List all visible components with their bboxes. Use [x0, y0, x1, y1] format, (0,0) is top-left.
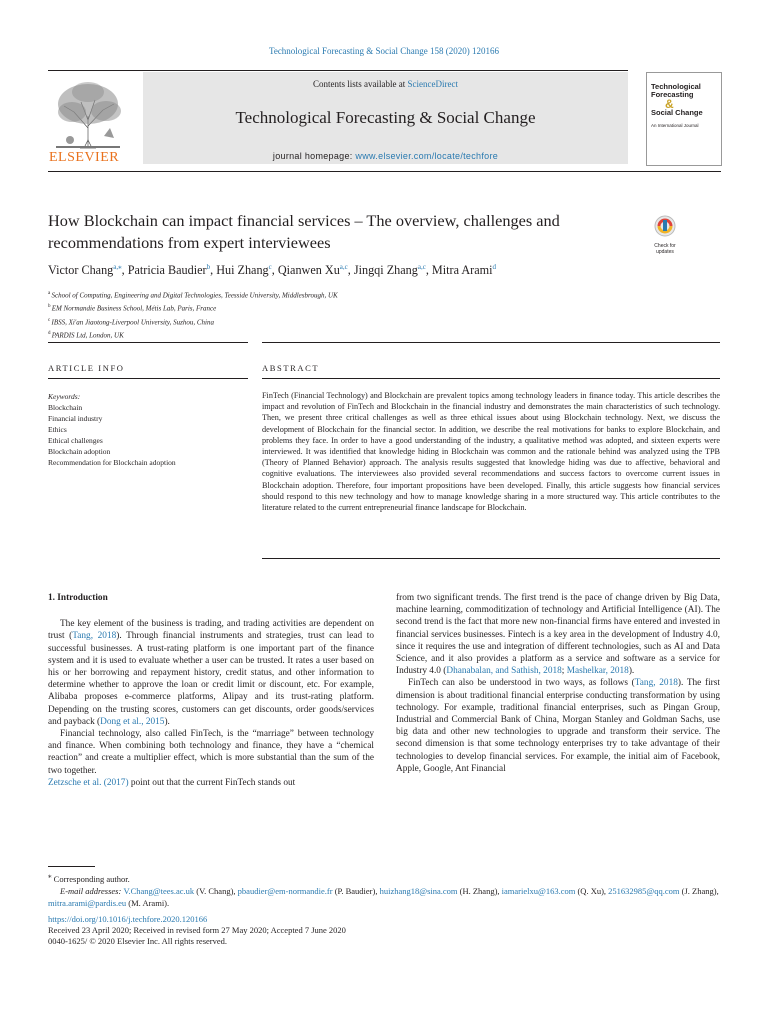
journal-cover-thumbnail[interactable]	[646, 72, 722, 166]
email-label: E-mail addresses:	[60, 885, 124, 896]
intro-paragraph-2: Financial technology, also called FinTech, is the “marriage” between technology and finance. When combining both technology and finance, they have a “chemical reaction” and create a multiplier effect, which is more substantial than the sum of the two together.	[48, 729, 374, 776]
elsevier-wordmark: ELSEVIER	[49, 150, 120, 165]
author-list: Victor Chang$^{a,⁎}$, Patricia Baudier$^b$, Hui Zhang$^c$, Qianwen Xu$^{a,c}$, Jingqi Zhang$^{a,c}$, Mitra Arami$^d$	[48, 263, 496, 278]
author-affiliation-marker[interactable]: a,c	[417, 263, 426, 271]
abstract-bottom-rule	[262, 558, 720, 559]
author-name[interactable]: Victor Chang	[48, 263, 114, 278]
author-affiliation-marker[interactable]: b	[206, 263, 211, 271]
email-link[interactable]: huizhang18@sina.com	[379, 885, 458, 896]
corresponding-author-note: ⁎ Corresponding author.	[48, 872, 130, 884]
keyword-item: Ethics	[48, 425, 67, 434]
citation-tang-2018[interactable]: Tang, 2018	[72, 631, 117, 642]
author-affiliation-marker[interactable]: d	[492, 263, 496, 271]
intro-paragraph-4: from two significant trends. The first trend is the pace of change driven by Big Data, machine learning, commoditization of technology and Artificial Intelligence (AI). The second trend is the fact that more new non-financial firms have entered and invested in financial services businesses. Fintech is a key area in the development of Industry 4.0, since it requires the use and integration of different technologies, such as AI and Data Science, and it also provides a platform as a service and software as a service for Industry 4.0 (Dhanabalan, and Sathish, 2018; Mashelkar, 2018).	[396, 593, 720, 677]
homepage-label: journal homepage:	[272, 151, 356, 161]
check-updates-label: Check for updates	[654, 243, 676, 255]
journal-homepage	[143, 151, 628, 161]
keyword-item: Recommendation for Blockchain adoption	[48, 458, 176, 467]
intro-paragraph-5: FinTech can also be understood in two ways, as follows (Tang, 2018). The first dimension is about traditional financial enterprise conducting transformation by using technology. For example, traditional financial enterprises, such as Pingan Group, Industrial and Commercial Bank of China, Morgan Stanley and Goldman Sachs, use big data and other new technologies to upgrade and transform their service. The second dimension is that some technology enterprises try to take advantage of their technologies to develop financial services. For example, the initial aim of Facebook, Apple, Google, Ant Financial	[396, 678, 720, 774]
affiliations	[48, 288, 648, 341]
email-addresses: E-mail addresses: V.Chang@tees.ac.uk (V. Chang), pbaudier@em-normandie.fr (P. Baudier), huizhang18@sina.com (H. Zhang), iamarielxu@163.com (Q. Xu), 251632985@qq.com (J. Zhang), mitra.arami@pardis.eu (M. Arami).	[48, 885, 719, 908]
abstract-rule	[262, 342, 720, 343]
homepage-link[interactable]: www.elsevier.com/locate/techfore	[355, 151, 499, 161]
footnote-rule	[48, 866, 95, 867]
doi-link[interactable]: https://doi.org/10.1016/j.techfore.2020.120166	[48, 914, 208, 924]
received-dates: Received 23 April 2020; Received in revised form 27 May 2020; Accepted 7 June 2020	[48, 925, 346, 935]
keyword-item: Ethical challenges	[48, 436, 103, 445]
article-title: How Blockchain can impact financial services – The overview, challenges and recommendations from expert interviewees	[48, 211, 560, 252]
section-heading-introduction: 1. Introduction	[48, 593, 108, 603]
check-for-updates-badge[interactable]	[646, 214, 684, 255]
article-info-rule	[48, 342, 248, 343]
intro-paragraph-3: Zetzsche et al. (2017) point out that the current FinTech stands out	[48, 777, 296, 788]
citation-zetzsche-2017[interactable]: Zetzsche et al. (2017)	[48, 777, 129, 788]
doi-block	[48, 914, 720, 947]
email-link[interactable]: 251632985@qq.com	[608, 885, 680, 896]
cover-subtitle: An International Journal	[651, 123, 699, 128]
email-link[interactable]: pbaudier@em-normandie.fr	[237, 885, 333, 896]
article-info-rule-2	[48, 378, 248, 379]
author-name[interactable]: Jingqi Zhang	[353, 263, 418, 278]
author-name[interactable]: Patricia Baudier	[127, 263, 207, 278]
journal-reference[interactable]: Technological Forecasting & Social Change 158 (2020) 120166	[268, 46, 500, 56]
email-link[interactable]: iamarielxu@163.com	[501, 885, 576, 896]
keyword-item: Blockchain	[48, 403, 83, 412]
header-top-rule	[48, 70, 628, 71]
citation-mashelkar-2018[interactable]: Mashelkar, 2018	[566, 666, 629, 677]
cover-title: Technological Forecasting & Social Change	[651, 82, 703, 117]
abstract-rule-2	[262, 378, 720, 379]
intro-paragraph-1: The key element of the business is trading, and trading activities are dependent on trust (Tang, 2018). Through financial instruments and strategies, trust can lead to successful businesses. A trust-rating platform is one important part of the finance system and it is used to evaluate whether a user can be trusted. It rates a user based on his or her borrowing and repayment history, credit status, and other information to determine whether to approve the loan or credit limit or discount, etc. For example, Alibaba proposes e-commerce platforms, Alipay and its trust-rating platform. Depending on the trusting scores, customers can get discounts, order goods/services and payback (Dong et al., 2015).	[48, 619, 375, 727]
abstract-heading: ABSTRACT	[262, 363, 320, 373]
check-updates-icon	[646, 214, 684, 238]
keyword-item: Financial industry	[48, 414, 103, 423]
citation-dong-2015[interactable]: Dong et al., 2015	[100, 716, 165, 727]
footnotes	[48, 870, 720, 909]
article-info-heading: ARTICLE INFO	[48, 363, 125, 373]
abstract-text: FinTech (Financial Technology) and Blockchain are prevalent topics among technology leaders in finance today. This article describes the impact and revolution of FinTech and Blockchain in the financial industry and demonstrates the main characteristics of such technology. Then, we present three critical challenges as well as three ethical issues about using Blockchain technology. Next, we discuss the development of Blockchain for the financial sector. In addition, we describe the real motivations for banks to explore Blockchain, and problems they face. In order to have a good understanding of the industry, a qualitative method was adopted, and sixteen experts were interviewed. It was identified that knowledge hiding in Blockchain was common and the rationale behind was analyzed using the TPB (Theory of Planned Behavior) approach. The analysis results suggested that knowledge hiding was due to affective, behavioral and cognitive evaluations. The interviewees also provided several recommendations and success factors to overcome current issues in Blockchain adoption. Therefore, four important propositions have been developed. Finally, this article suggests how financial services should respond to this new technology and how to manage knowledge sharing in a more structured way. This article contributes to the literature related to the current entrepreneurial finance landscape for Blockchain.	[262, 391, 720, 513]
journal-title: Technological Forecasting & Social Change	[235, 108, 536, 127]
keyword-item: Blockchain adoption	[48, 447, 111, 456]
email-link[interactable]: mitra.arami@pardis.eu	[48, 897, 127, 908]
sciencedirect-link[interactable]: ScienceDirect	[407, 79, 458, 89]
copyright-line: 0040-1625/ © 2020 Elsevier Inc. All rights reserved.	[48, 936, 228, 946]
keywords-block	[48, 391, 248, 468]
keyword-list	[48, 402, 248, 468]
affiliation-line: $^d$ PARDIS Ltd, London, UK	[48, 330, 124, 340]
contents-line	[143, 79, 628, 89]
affiliation-line: $^b$ EM Normandie Business School, Métis Lab, Paris, France	[48, 304, 217, 313]
header-bottom-rule	[48, 171, 721, 172]
affiliation-line: $^c$ IBSS, Xi'an Jiaotong-Liverpool University, Suzhou, China	[48, 317, 214, 326]
contents-prefix: Contents lists available at	[313, 79, 408, 89]
body-left-column	[48, 592, 374, 789]
email-link[interactable]: V.Chang@tees.ac.uk	[123, 885, 195, 896]
body-right-column	[396, 592, 720, 775]
author-name[interactable]: Mitra Arami	[431, 263, 493, 278]
affiliation-line: $^a$ School of Computing, Engineering and Digital Technologies, Teesside University, Middlesbrough, UK	[48, 291, 338, 300]
author-affiliation-marker[interactable]: c	[268, 263, 272, 271]
citation-tang-2018-b[interactable]: Tang, 2018	[634, 678, 678, 689]
author-name[interactable]: Hui Zhang	[216, 263, 269, 278]
author-affiliation-marker[interactable]: a,⁎	[113, 263, 122, 271]
citation-dhanabalan-2018[interactable]: Dhanabalan, and Sathish, 2018	[446, 666, 562, 677]
author-affiliation-marker[interactable]: a,c	[339, 263, 348, 271]
keywords-label: Keywords:	[48, 392, 81, 401]
author-name[interactable]: Qianwen Xu	[277, 263, 340, 278]
